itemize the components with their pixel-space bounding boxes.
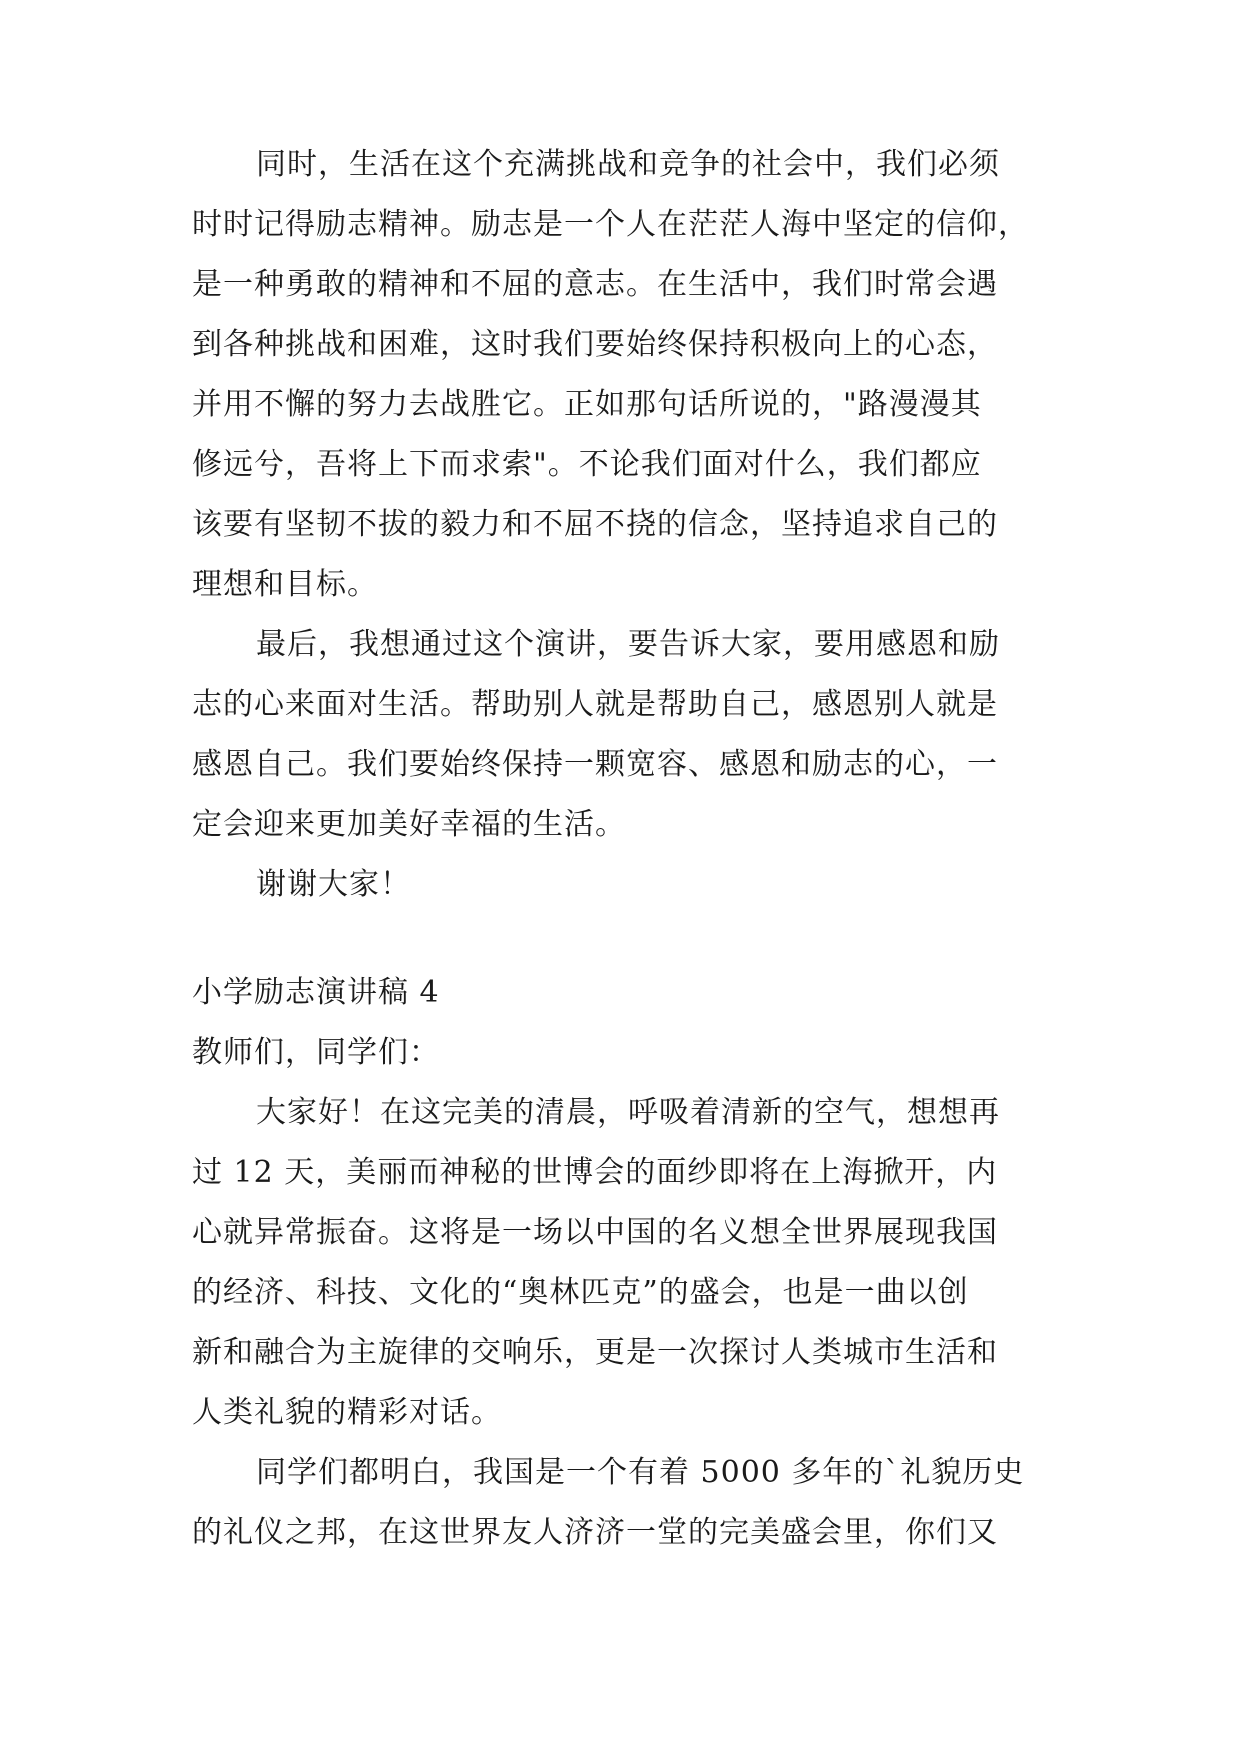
paragraph [192,615,1092,855]
text-line: 最后，我想通过这个演讲，要告诉大家，要用感恩和励 [256,627,1000,662]
paragraph [192,1083,1092,1443]
text-line: 是一种勇敢的精神和不屈的意志。在生活中，我们时常会遇 [192,267,998,302]
text-line: 谢谢大家！ [256,867,411,902]
text-line: 时时记得励志精神。励志是一个人在茫茫人海中坚定的信仰， [192,207,1029,242]
salutation: 教师们，同学们： [192,1035,440,1070]
text-line: 志的心来面对生活。帮助别人就是帮助自己，感恩别人就是 [192,687,998,722]
section-heading [192,963,1092,1083]
text-line: 的经济、科技、文化的“奥林匹克”的盛会，也是一曲以创 [192,1275,969,1310]
section-title: 小学励志演讲稿 4 [192,975,440,1010]
paragraph [192,1443,1092,1563]
text-line: 并用不懈的努力去战胜它。正如那句话所说的，"路漫漫其 [192,387,982,422]
text-line: 理想和目标。 [192,567,378,602]
text-line: 同学们都明白，我国是一个有着 5000 多年的`礼貌历史 [256,1455,1025,1490]
text-line: 的礼仪之邦，在这世界友人济济一堂的完美盛会里，你们又 [192,1515,998,1550]
text-line: 感恩自己。我们要始终保持一颗宽容、感恩和励志的心，一 [192,747,998,782]
text-line: 大家好！在这完美的清晨，呼吸着清新的空气，想想再 [256,1095,1000,1130]
text-line: 该要有坚韧不拔的毅力和不屈不挠的信念，坚持追求自己的 [192,507,998,542]
text-line: 修远兮，吾将上下而求索"。不论我们面对什么，我们都应 [192,447,982,482]
text-line: 过 12 天，美丽而神秘的世博会的面纱即将在上海掀开，内 [192,1155,998,1190]
text-line: 新和融合为主旋律的交响乐，更是一次探讨人类城市生活和 [192,1335,998,1370]
text-line: 到各种挑战和困难，这时我们要始终保持积极向上的心态， [192,327,998,362]
text-line: 心就异常振奋。这将是一场以中国的名义想全世界展现我国 [192,1215,998,1250]
text-line: 同时，生活在这个充满挑战和竞争的社会中，我们必须 [256,147,1000,182]
text-line: 人类礼貌的精彩对话。 [192,1395,502,1430]
closing-line [192,855,1092,915]
text-line: 定会迎来更加美好幸福的生活。 [192,807,626,842]
paragraph [192,135,1092,615]
